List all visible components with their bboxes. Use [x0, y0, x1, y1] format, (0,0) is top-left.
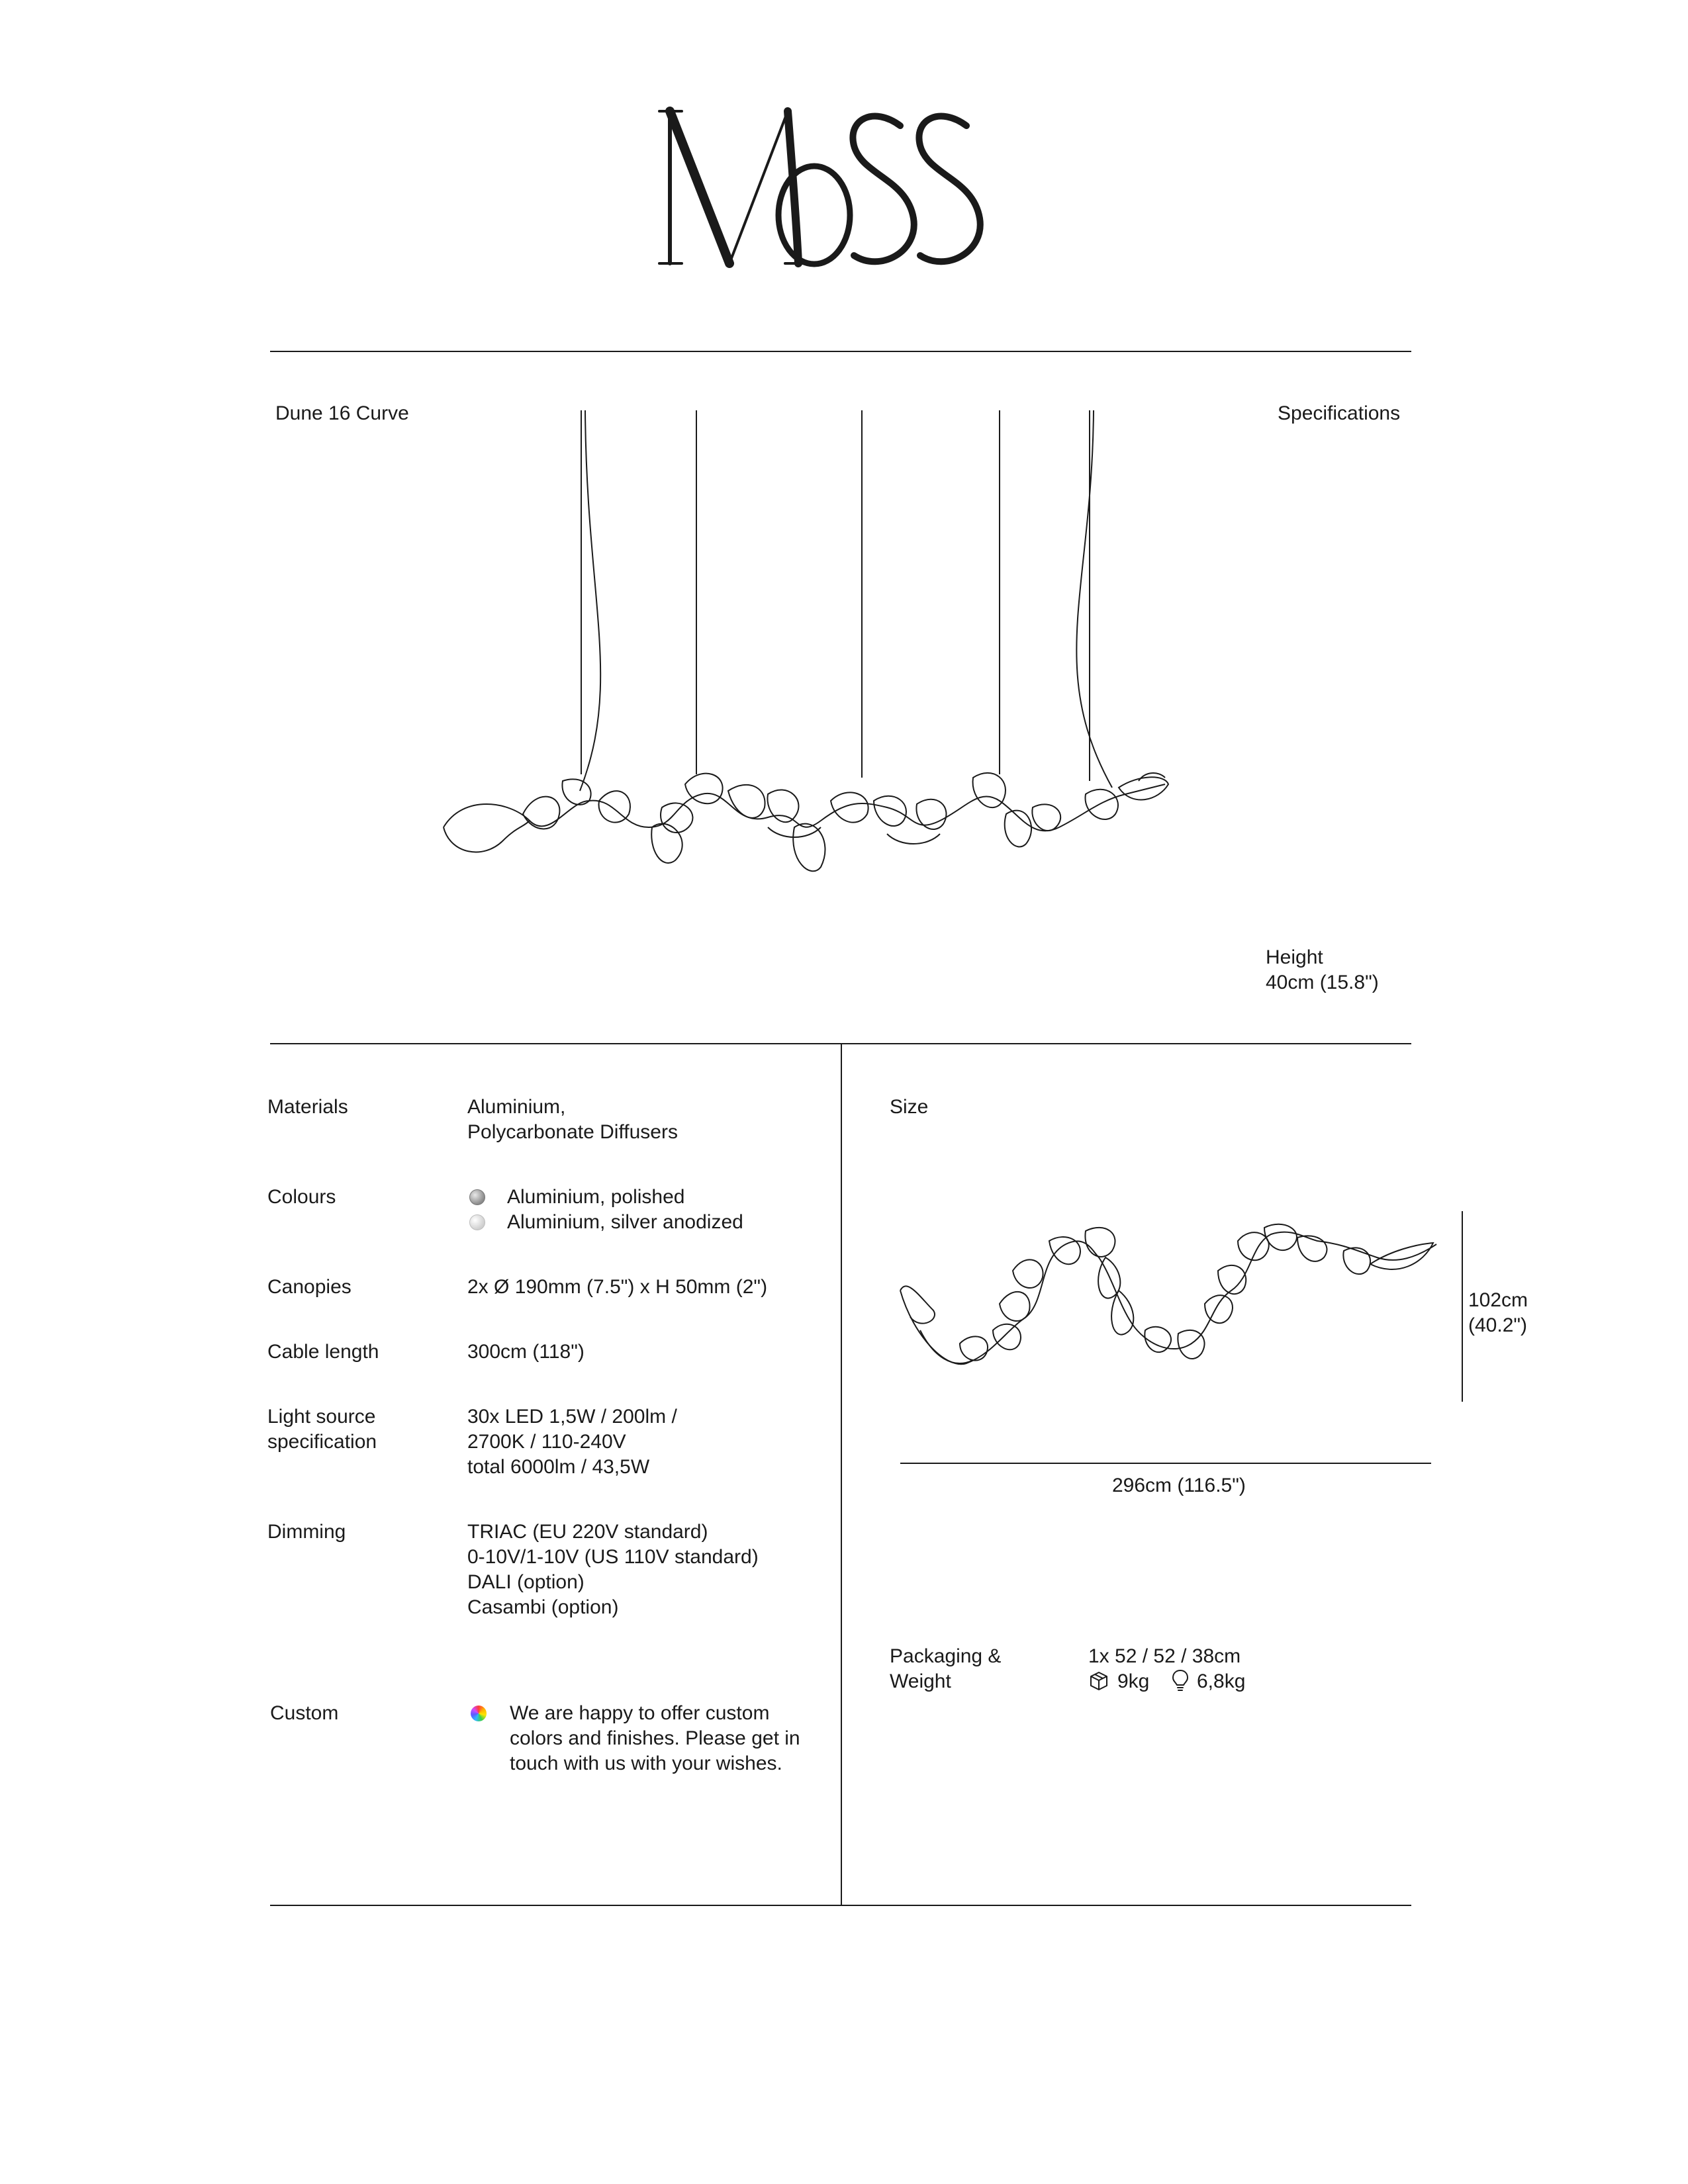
materials-line-1: Aluminium, [467, 1096, 566, 1118]
light-source-value [467, 1404, 677, 1480]
moss-logo [655, 99, 1026, 278]
custom-line-3: touch with us with your wishes. [510, 1752, 782, 1774]
height-label [1266, 945, 1379, 995]
packaging-label-line-1: Packaging & [890, 1645, 1002, 1667]
section-label: Specifications [1278, 402, 1401, 424]
cable-length-label: Cable length [267, 1341, 379, 1363]
colour-option-2: Aluminium, silver anodized [507, 1211, 743, 1233]
size-width-label: 296cm (116.5") [1112, 1475, 1246, 1496]
size-label: Size [890, 1096, 929, 1118]
dimming-line-1: TRIAC (EU 220V standard) [467, 1521, 708, 1543]
light-source-label-line-2: specification [267, 1431, 377, 1453]
size-height-in: (40.2") [1468, 1314, 1528, 1336]
product-name: Dune 16 Curve [275, 402, 409, 424]
packaging-label-line-2: Weight [890, 1670, 951, 1692]
colours-label: Colours [267, 1186, 336, 1208]
light-source-label [267, 1404, 377, 1455]
dimming-line-4: Casambi (option) [467, 1596, 619, 1618]
packaging-dimensions: 1x 52 / 52 / 38cm [1088, 1645, 1241, 1667]
custom-line-2: colors and finishes. Please get in [510, 1727, 800, 1749]
light-source-label-line-1: Light source [267, 1406, 376, 1428]
height-dimension-line [1462, 1211, 1463, 1402]
anodized-swatch-icon [469, 1214, 485, 1230]
width-dimension-line [900, 1463, 1431, 1464]
canopies-value: 2x Ø 190mm (7.5") x H 50mm (2") [467, 1276, 768, 1298]
dimming-label: Dimming [267, 1521, 346, 1543]
height-title: Height [1266, 946, 1323, 968]
packaging-label [890, 1644, 1001, 1694]
canopies-label: Canopies [267, 1276, 352, 1298]
bottom-divider [270, 1905, 1411, 1906]
dimming-value [467, 1520, 759, 1620]
custom-line-1: We are happy to offer custom [510, 1702, 770, 1724]
custom-label: Custom [270, 1702, 339, 1724]
box-icon [1088, 1670, 1109, 1692]
light-source-line-2: 2700K / 110-240V [467, 1431, 626, 1453]
top-divider [270, 351, 1411, 352]
dimming-line-2: 0-10V/1-10V (US 110V standard) [467, 1546, 759, 1568]
size-height-cm: 102cm [1468, 1289, 1528, 1311]
light-source-line-1: 30x LED 1,5W / 200lm / [467, 1406, 677, 1428]
light-source-line-3: total 6000lm / 43,5W [467, 1456, 650, 1478]
box-weight: 9kg [1117, 1670, 1150, 1692]
colour-option-1: Aluminium, polished [507, 1186, 685, 1208]
pendant-top-view-illustration [894, 1205, 1443, 1403]
materials-value [467, 1095, 678, 1145]
pendant-front-illustration [424, 404, 1192, 880]
custom-value [510, 1701, 800, 1776]
cable-length-value: 300cm (118") [467, 1341, 585, 1363]
height-value: 40cm (15.8") [1266, 972, 1379, 993]
rainbow-colour-icon [471, 1706, 487, 1721]
lamp-weight: 6,8kg [1197, 1670, 1246, 1692]
materials-line-2: Polycarbonate Diffusers [467, 1121, 678, 1143]
column-divider [841, 1043, 842, 1906]
size-height-label [1468, 1288, 1528, 1338]
dimming-line-3: DALI (option) [467, 1571, 585, 1593]
materials-label: Materials [267, 1096, 348, 1118]
bulb-icon [1172, 1669, 1189, 1692]
polished-swatch-icon [469, 1189, 485, 1205]
